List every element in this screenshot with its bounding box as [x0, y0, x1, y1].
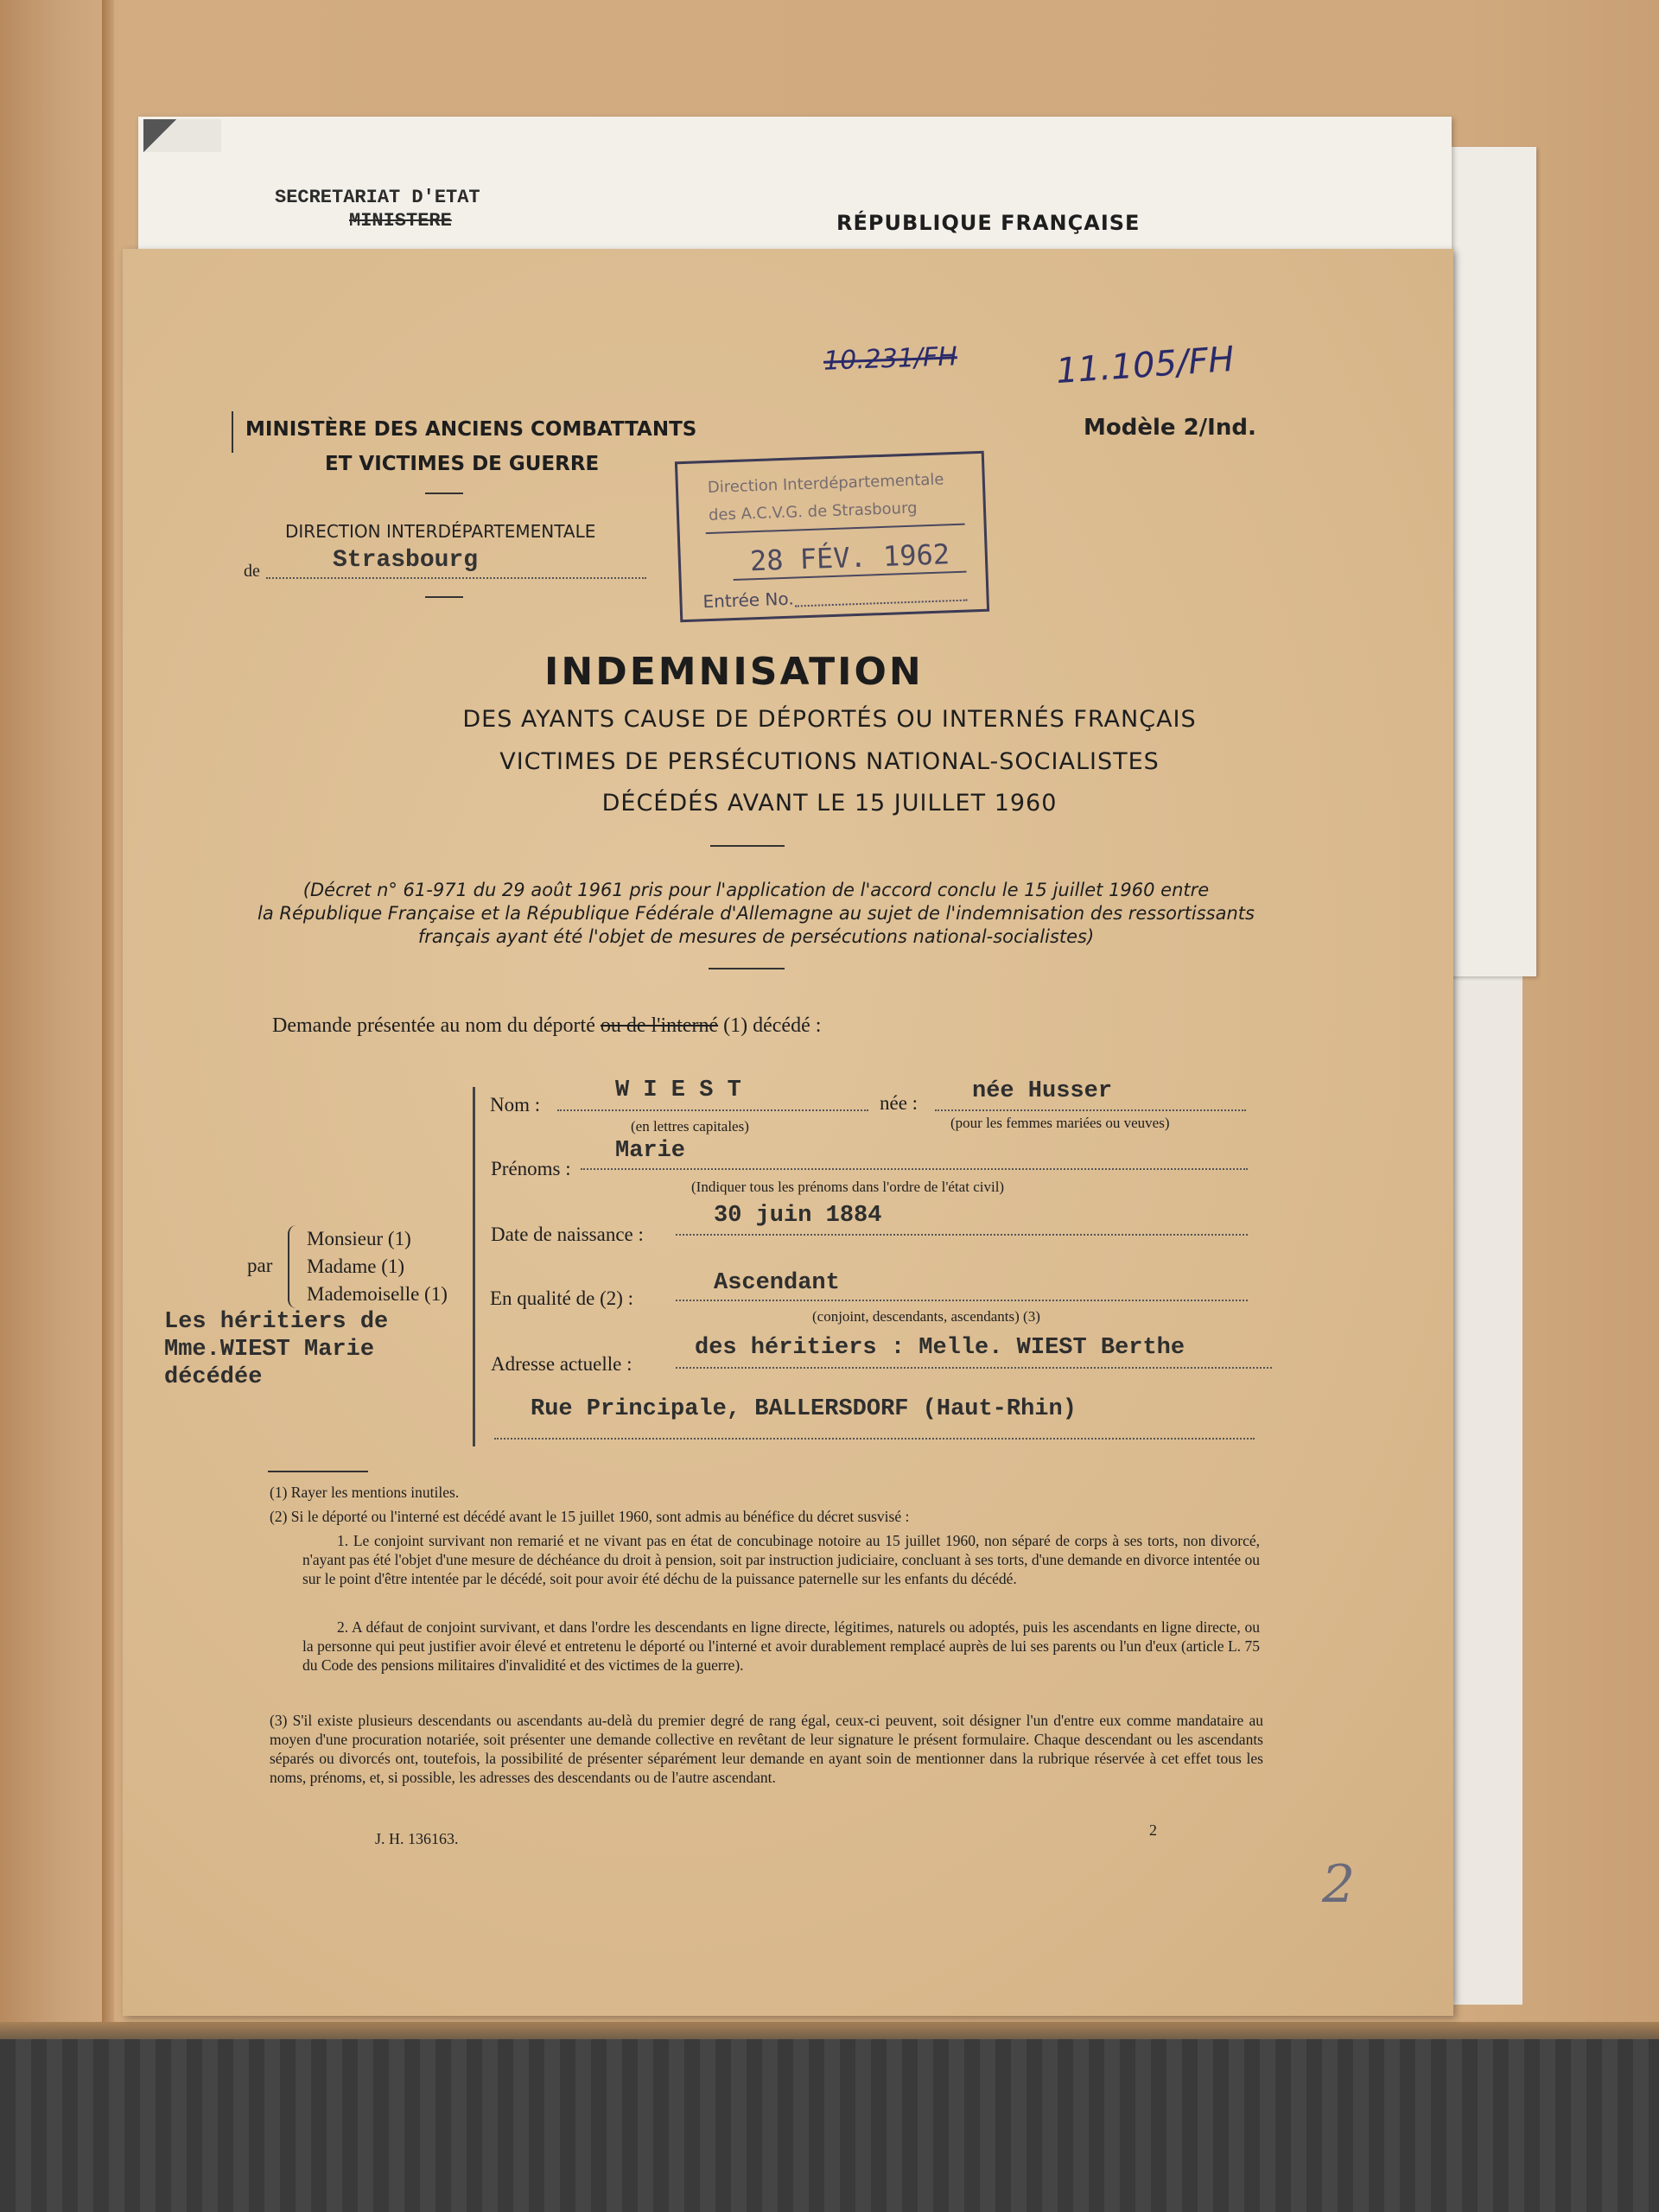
- page-number: 2: [1149, 1821, 1157, 1839]
- demande-statement: [272, 1014, 821, 1038]
- handwritten-page-mark: 2: [1322, 1854, 1356, 1915]
- stamp-entree: Entrée No.: [702, 588, 794, 613]
- footnote-divider: [268, 1471, 368, 1472]
- decret-line2: la République Française et la République Fédérale d'Allemagne au sujet de l'indemnisation des ressortissants: [257, 903, 1255, 924]
- madame-option: Madame (1): [307, 1255, 405, 1277]
- demande-struck-text: ou de l'interné: [600, 1014, 719, 1037]
- divider: [709, 968, 785, 969]
- nee-hint: (pour les femmes mariées ou veuves): [950, 1115, 1170, 1131]
- divider: [425, 493, 463, 494]
- subtitle-line1: DES AYANTS CAUSE DE DÉPORTÉS OU INTERNÉS FRANÇAIS: [462, 706, 1197, 733]
- direction-value: Strasbourg: [333, 547, 479, 574]
- form-title: INDEMNISATION: [544, 650, 924, 694]
- requester-titles: [307, 1225, 448, 1308]
- nom-label: Nom :: [490, 1094, 541, 1116]
- demande-text: Demande présentée au nom du déporté: [272, 1014, 601, 1037]
- divider: [425, 596, 463, 598]
- stamp-line2: des A.C.V.G. de Strasbourg: [708, 499, 918, 524]
- heirs-line1: Les héritiers de: [164, 1309, 389, 1335]
- requester-brace: [288, 1225, 300, 1308]
- mademoiselle-option: Mademoiselle (1): [307, 1283, 448, 1305]
- reference-number: 11.105/FH: [1054, 339, 1236, 392]
- decret-line1: (Décret n° 61-971 du 29 août 1961 pris pour l'application de l'accord conclu le 15 juillet 1960 entre: [302, 880, 1210, 900]
- stamp-rule: [706, 524, 965, 534]
- divider: [710, 845, 785, 847]
- footnote-3: (3) S'il existe plusieurs descendants ou ascendants au-delà du premier degré de rang égal, ceux-ci peuvent, soit désigner l'un d'entre eux comme mandataire au moyen d'une procuration notariée, soit présenter une demande collective en revêtant de leur signature le présent formulaire. Chaque descendant ou les ascendants séparés ou divorcés ont, toutefois, la possibilité de présenter séparément leur demande en ayant soin de mentionner dans la rubrique réservée à cet effet tous les noms, prénoms, et, si possible, les adresses des descendants ou de l'autre ascendant.: [270, 1712, 1263, 1786]
- nee-label: née :: [880, 1092, 918, 1114]
- stamp-date: 28 FÉV. 1962: [749, 537, 950, 578]
- qualite-label: En qualité de (2) :: [490, 1287, 634, 1309]
- de-label: de: [244, 562, 260, 581]
- nom-hint: (en lettres capitales): [631, 1118, 749, 1135]
- adresse-value-line1: des héritiers : Melle. WIEST Berthe: [695, 1335, 1185, 1361]
- nee-value: née Husser: [972, 1078, 1113, 1104]
- par-label: par: [247, 1255, 273, 1276]
- monsieur-option: Monsieur (1): [307, 1228, 411, 1249]
- folder-spine: [102, 0, 114, 2039]
- prenoms-hint: (Indiquer tous les prénoms dans l'ordre de l'état civil): [691, 1179, 1005, 1195]
- direction-field-line: [266, 577, 646, 579]
- decret-line3: français ayant été l'objet de mesures de persécutions national-socialistes): [417, 926, 1095, 947]
- stamp-rule: [795, 600, 968, 607]
- naissance-value: 30 juin 1884: [714, 1203, 882, 1229]
- stamp-line1: Direction Interdépartementale: [707, 470, 944, 497]
- form-bracket: [473, 1087, 475, 1446]
- reception-stamp: [675, 451, 989, 622]
- margin-mark: [232, 411, 233, 453]
- naissance-label: Date de naissance :: [491, 1224, 644, 1245]
- footnote-1: (1) Rayer les mentions inutiles.: [270, 1484, 460, 1501]
- print-reference: J. H. 136163.: [375, 1830, 459, 1847]
- prenoms-value: Marie: [615, 1138, 686, 1164]
- struck-reference-number: 10.231/FH: [823, 341, 958, 377]
- republique-heading: RÉPUBLIQUE FRANÇAISE: [836, 211, 1141, 235]
- adresse-value-line2: Rue Principale, BALLERSDORF (Haut-Rhin): [531, 1396, 1077, 1422]
- footnote-2-item2: 2. A défaut de conjoint survivant, et dans l'ordre les descendants en ligne directe, légitimes, naturels ou adoptés, puis les ascendants en ligne directe, ou la personne qui peut justifier avoir élevé et entretenu le déporté ou l'interné et avoir durablement remplacé auprès de lui ses parents ou l'un d'eux (article L. 75 du Code des pensions militaires d'invalidité et des victimes de la guerre).: [302, 1618, 1260, 1674]
- modele-label: Modèle 2/Ind.: [1084, 415, 1256, 441]
- direction-label: DIRECTION INTERDÉPARTEMENTALE: [285, 521, 596, 542]
- demande-text-end: (1) décédé :: [718, 1014, 822, 1037]
- ministry-line1: MINISTÈRE DES ANCIENS COMBATTANTS: [245, 418, 697, 441]
- secretariat-label: SECRETARIAT D'ETAT: [275, 187, 480, 208]
- ministry-line2: ET VICTIMES DE GUERRE: [325, 453, 600, 475]
- subtitle-line2: VICTIMES DE PERSÉCUTIONS NATIONAL-SOCIALISTES: [499, 748, 1160, 775]
- heirs-line2: Mme.WIEST Marie: [164, 1337, 375, 1363]
- footnote-2-item1: 1. Le conjoint survivant non remarié et ne vivant pas en état de concubinage notoire au 15 juillet 1960, non séparé de corps à ses torts, non divorcé, n'ayant pas été l'objet d'une mesure de déchéance du droit à pension, soit par instruction judiciaire, concluant à ses torts, d'une demande en divorce intentée ou sur le point d'être intentée par le décédé, soit pour avoir été déchu de la puissance paternelle sur les enfants du décédé.: [302, 1532, 1260, 1587]
- nom-value: W I E S T: [615, 1077, 741, 1103]
- heirs-note: [164, 1308, 388, 1391]
- subtitle-line3: DÉCÉDÉS AVANT LE 15 JUILLET 1960: [601, 790, 1058, 817]
- floor-background: [0, 2039, 1659, 2212]
- prenoms-label: Prénoms :: [491, 1158, 571, 1179]
- ministere-struck-label: MINISTERE: [349, 210, 452, 232]
- adresse-label: Adresse actuelle :: [491, 1353, 632, 1375]
- qualite-value: Ascendant: [714, 1270, 840, 1296]
- heirs-line3: décédée: [164, 1364, 263, 1390]
- footnote-2: (2) Si le déporté ou l'interné est décédé avant le 15 juillet 1960, sont admis au bénéfice du décret susvisé :: [270, 1508, 910, 1525]
- qualite-hint: (conjoint, descendants, ascendants) (3): [812, 1308, 1040, 1325]
- corner-tape: [143, 119, 221, 152]
